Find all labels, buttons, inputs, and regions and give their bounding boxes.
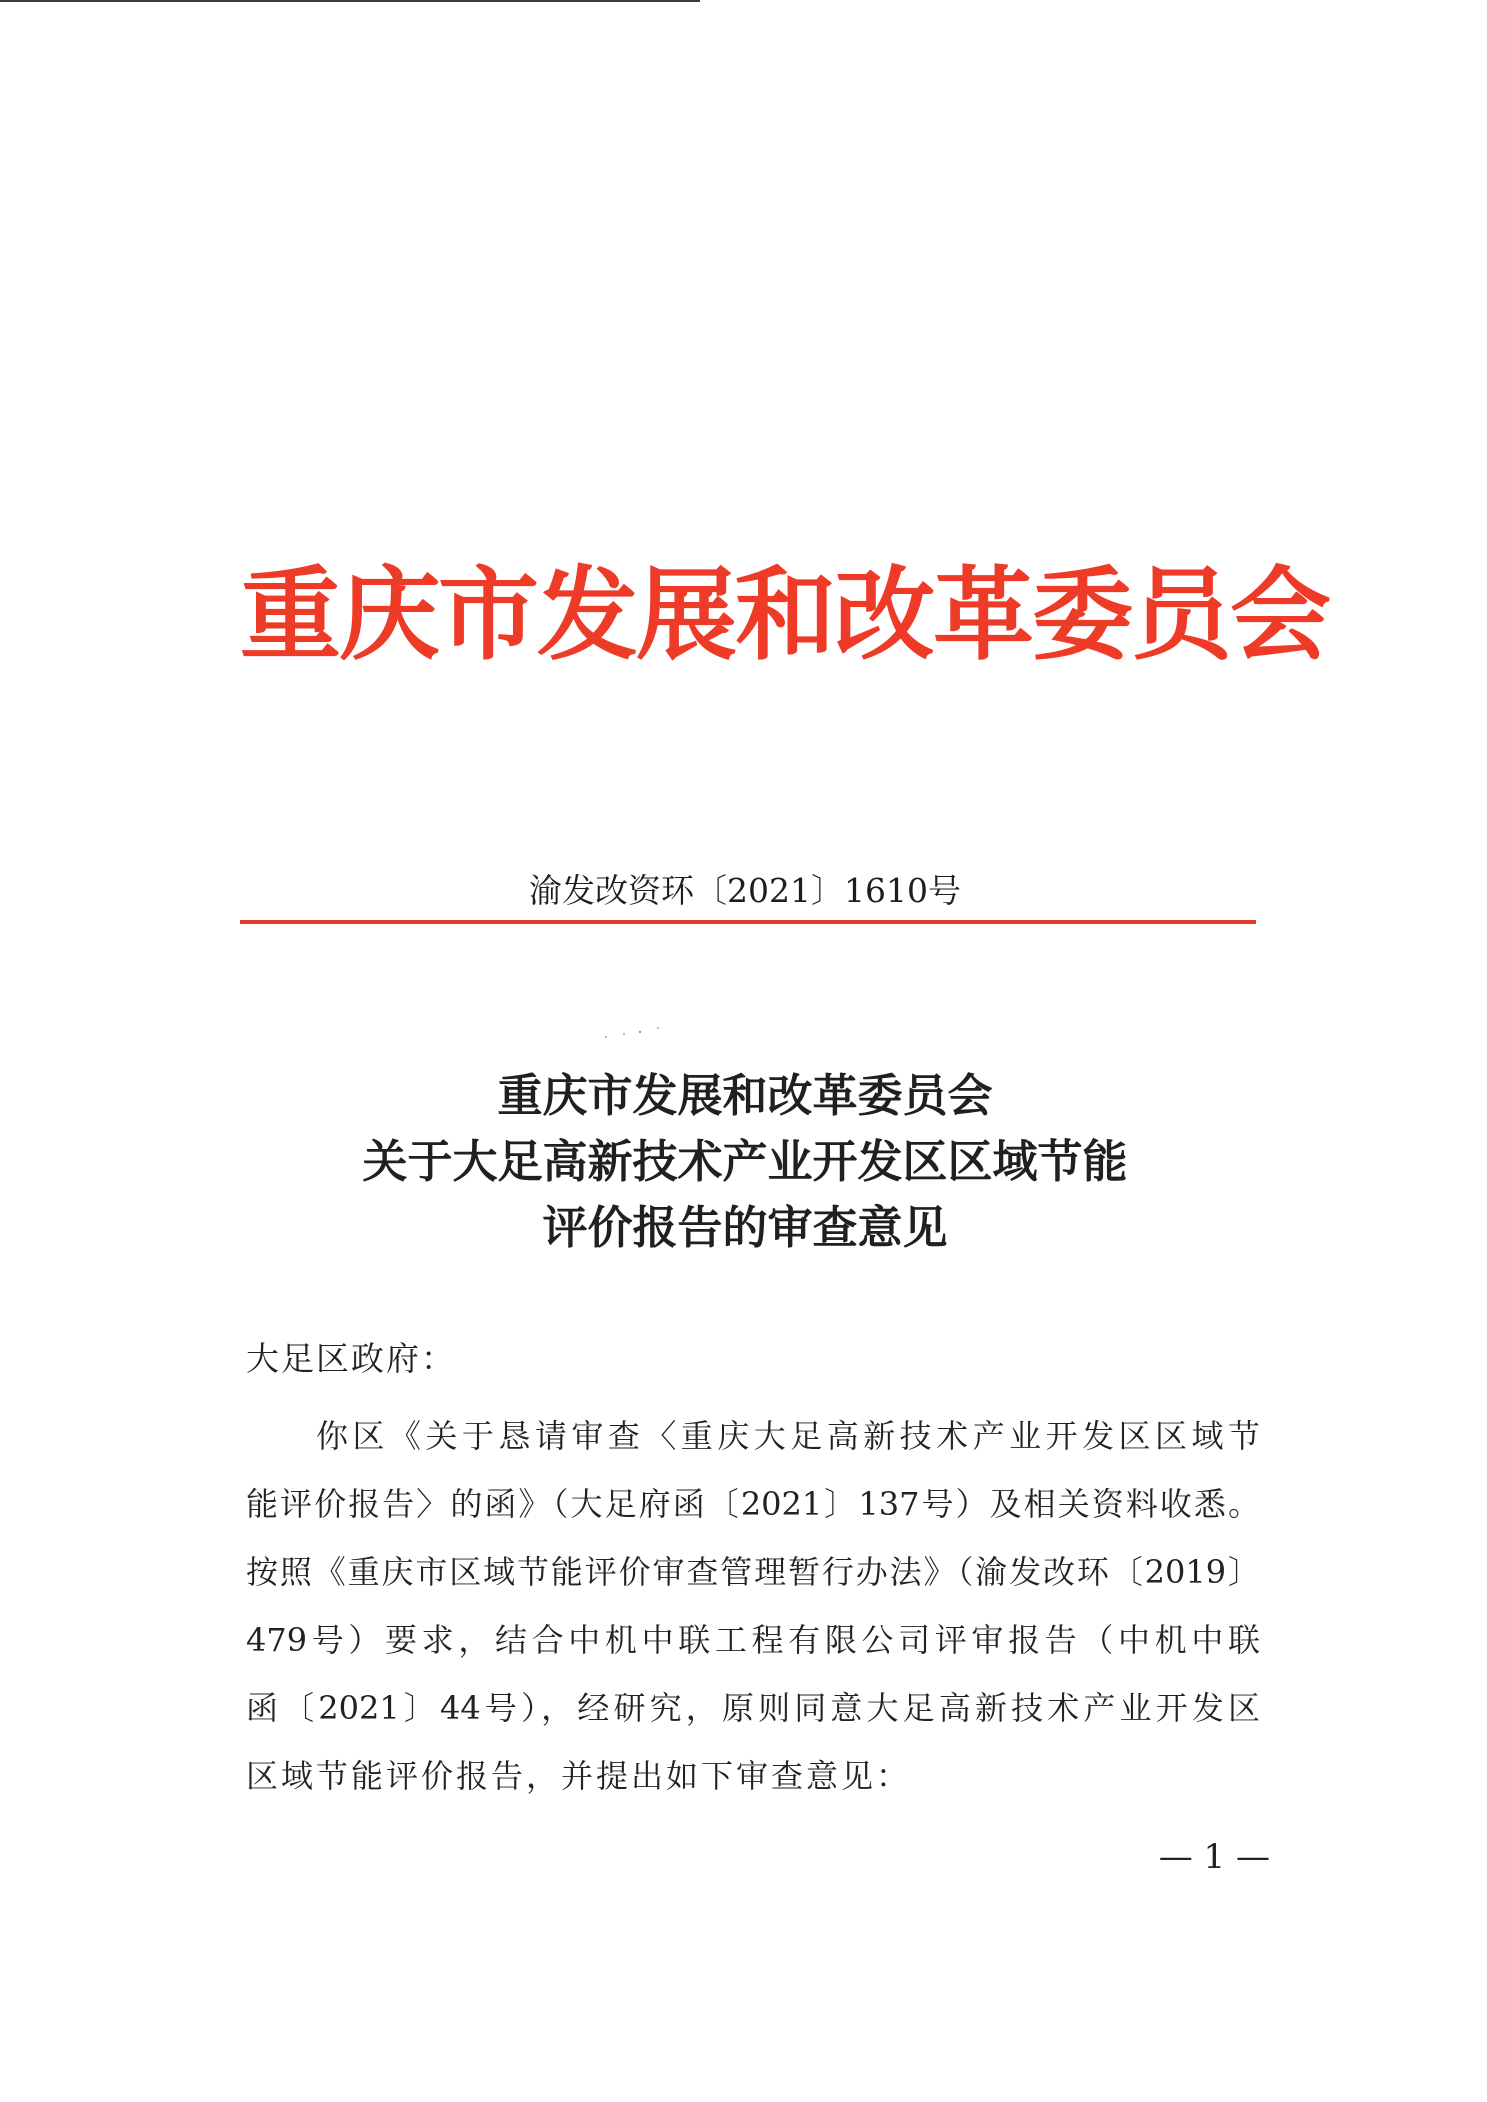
body-line: 479号）要求，结合中机中联工程有限公司评审报告（中机中联 <box>246 1621 1260 1659</box>
title-line: 关于大足高新技术产业开发区区域节能 <box>362 1135 1128 1188</box>
title-line: 评价报告的审查意见 <box>542 1201 948 1254</box>
body-line: 函〔2021〕44号），经研究，原则同意大足高新技术产业开发区 <box>246 1689 1260 1727</box>
document-number: 渝发改资环〔2021〕1610号 <box>529 871 961 910</box>
body-line: 你区《关于恳请审查〈重庆大足高新技术产业开发区区域节 <box>316 1417 1260 1455</box>
title-line: 重庆市发展和改革委员会 <box>497 1069 993 1122</box>
letterhead-issuer: 重庆市发展和改革委员会 <box>240 556 1330 674</box>
body-line: 能评价报告〉的函》（大足府函〔2021〕137号）及相关资料收悉。 <box>246 1485 1260 1523</box>
red-separator-rule <box>240 920 1256 924</box>
page-number: — 1 — <box>1158 1837 1270 1877</box>
salutation: 大足区政府： <box>246 1339 456 1378</box>
scan-top-edge <box>0 0 700 2</box>
body-line: 区域节能评价报告，并提出如下审查意见： <box>246 1757 912 1795</box>
scan-specks <box>600 1025 670 1041</box>
body-paragraph <box>246 1402 1260 1810</box>
body-line: 按照《重庆市区域节能评价审查管理暂行办法》（渝发改环〔2019〕 <box>246 1553 1260 1591</box>
document-title <box>240 1063 1250 1261</box>
